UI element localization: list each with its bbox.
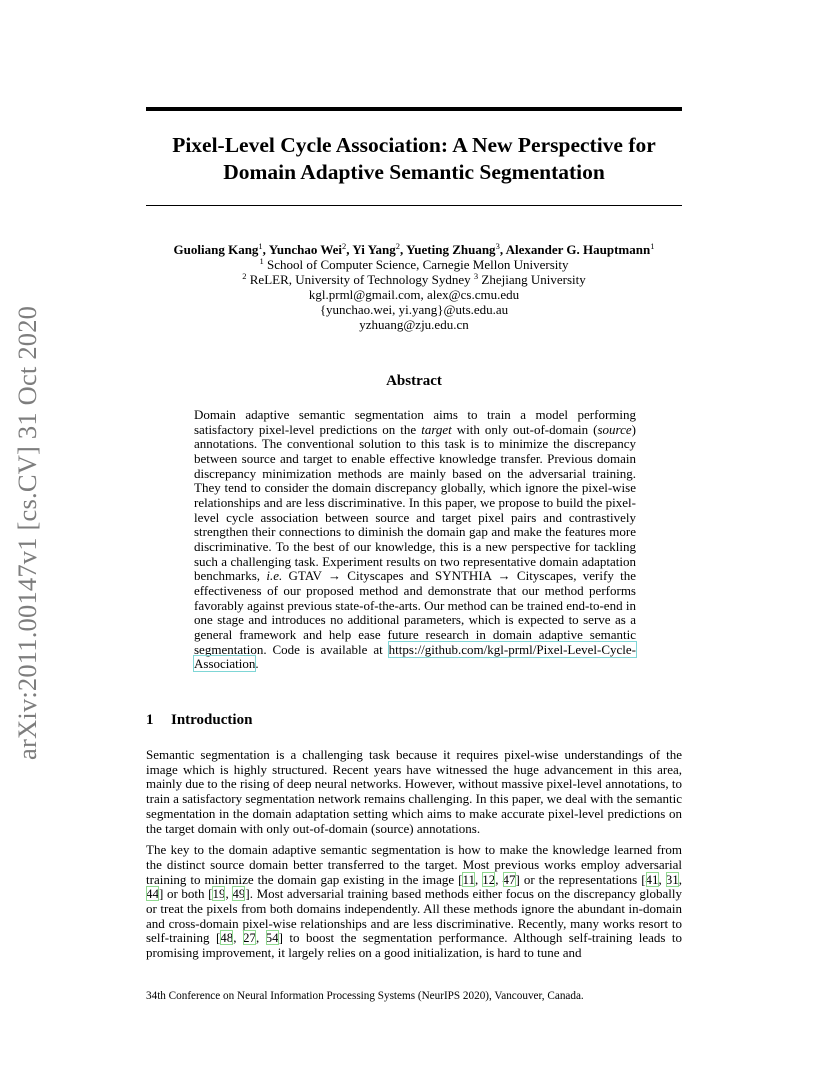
author-1: Guoliang Kang — [173, 242, 259, 257]
citation-link[interactable]: 48 — [220, 930, 234, 946]
author-block — [120, 242, 708, 332]
abstract-body: Domain adaptive semantic segmentation aims to train a model performing satisfactory pixel-level predictions on the target with only out-of-domain (source) annotations. The conventional solution to this task is to minimize the discrepancy between source and target to enable effective knowledge transfer. Previous domain discrepancy minimization methods are mainly based on the adversarial training. They tend to consider the domain discrepancy globally, which ignore the pixel-wise relationships and are less discriminative. In this paper, we propose to build the pixel-level cycle association between source and target pixel pairs and contrastively strengthen their connections to diminish the domain gap and make the features more discriminative. To the best of our knowledge, this is a new perspective for tackling such a challenging task. Experiment results on two representative domain adaptation benchmarks, i.e. GTAV → Cityscapes and SYNTHIA → Cityscapes, verify the effectiveness of our proposed method and demonstrate that our method performs favorably against previous state-of-the-arts. Our method can be trained end-to-end in one stage and introduces no additional parameters, which is expected to serve as a general framework and help ease future research in domain adaptive semantic segmentation. Code is available at https://github.com/kgl-prml/Pixel-Level-Cycle-Association. — [194, 407, 636, 672]
email-line-3: yzhuang@zju.edu.cn — [359, 317, 469, 332]
title-rule-top — [146, 107, 682, 111]
citation-link[interactable]: 49 — [232, 886, 246, 902]
section-number: 1 — [146, 712, 154, 728]
email-line-2: {yunchao.wei, yi.yang}@uts.edu.au — [319, 302, 509, 317]
citation-link[interactable]: 47 — [502, 871, 516, 887]
intro-paragraph-1: Semantic segmentation is a challenging task because it requires pixel-wise understandings of the image which is highly structured. Recent years have witnessed the huge advancement in this area, mainly due to the rising of deep neural networks. However, without massive pixel-level annotations, to train a satisfactory segmentation network remains challenging. In this paper, we deal with the semantic segmentation in the domain adaptation setting which aims to make accurate pixel-level predictions on the target domain with only out-of-domain (source) annotations. — [146, 747, 682, 836]
section-heading-introduction — [146, 711, 682, 729]
author-names: Guoliang Kang$^1$, Yunchao Wei$^2$, Yi Yang$^2$, Yueting Zhuang$^3$, Alexander G. Hauptmann$^1$ — [173, 241, 655, 257]
citation-link[interactable]: 44 — [146, 886, 159, 902]
citation-link[interactable]: 11 — [462, 871, 475, 887]
citation-link[interactable]: 19 — [212, 886, 226, 902]
author-3: Yi Yang — [352, 242, 396, 257]
citation-link[interactable]: 31 — [665, 871, 679, 887]
title-line-2: Domain Adaptive Semantic Segmentation — [223, 160, 605, 184]
conference-footer: 34th Conference on Neural Information Processing Systems (NeurIPS 2020), Vancouver, Canada. — [146, 990, 584, 1002]
affiliation-1: $^1$ School of Computer Science, Carnegie Mellon University — [259, 256, 569, 272]
title-line-1: Pixel-Level Cycle Association: A New Perspective for — [172, 133, 656, 157]
author-5: Alexander G. Hauptmann — [505, 242, 651, 257]
author-2: Yunchao Wei — [268, 242, 343, 257]
author-4: Yueting Zhuang — [406, 242, 496, 257]
affiliation-2-3: $^2$ ReLER, University of Technology Sydney $^3$ Zhejiang University — [242, 271, 586, 287]
intro-paragraph-2: The key to the domain adaptive semantic segmentation is how to make the knowledge learned from the distinct source domain better transferred to the target. Most previous works employ adversarial training to minimize the domain gap existing in the image [11, 12, 47] or the representations [41, 31, 44] or both [19, 49]. Most adversarial training based methods either focus on the discrepancy globally or treat the pixels from both domains independently. All these methods ignore the abundant in-domain and cross-domain pixel-wise relationships and are less discriminative. Recently, many works resort to self-training [48, 27, 54] to boost the segmentation performance. Although self-training leads to promising improvement, it largely relies on a good initialization, is hard to tune and — [146, 842, 683, 961]
citation-link[interactable]: 27 — [242, 930, 256, 946]
citation-link[interactable]: 12 — [482, 871, 496, 887]
paper-title — [146, 132, 682, 186]
introduction-body — [146, 748, 682, 968]
arxiv-stamp: arXiv:2011.00147v1 [cs.CV] 31 Oct 2020 — [12, 305, 42, 760]
abstract-heading: Abstract — [386, 373, 442, 389]
code-link[interactable]: https://github.com/kgl-prml/Pixel-Level-Cycle-Association — [194, 641, 636, 672]
citation-link[interactable]: 41 — [645, 871, 659, 887]
email-line-1: kgl.prml@gmail.com, alex@cs.cmu.edu — [308, 287, 520, 302]
citation-link[interactable]: 54 — [265, 930, 279, 946]
section-title: Introduction — [171, 712, 253, 728]
title-rule-bottom — [146, 205, 682, 206]
